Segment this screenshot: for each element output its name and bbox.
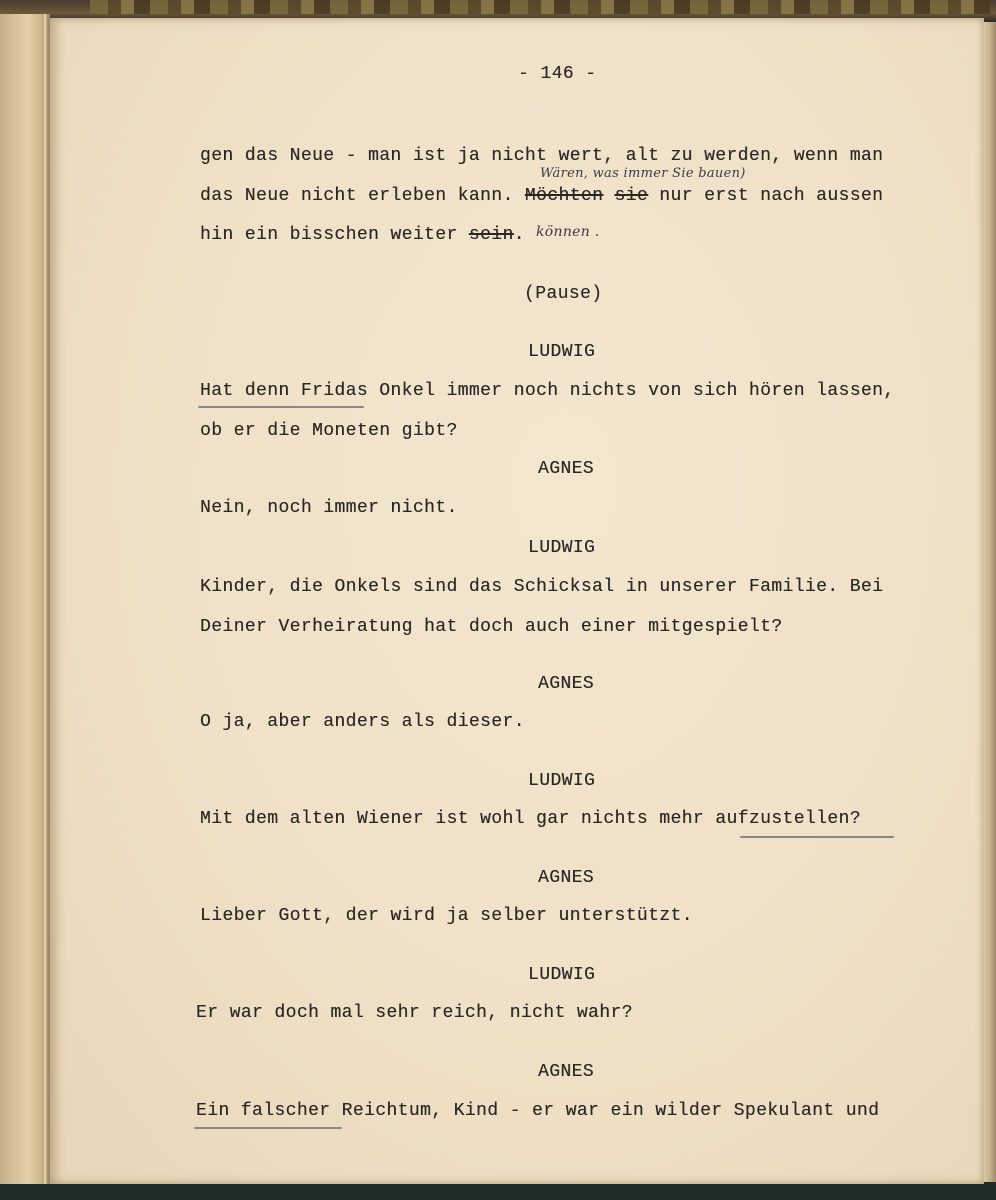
dialogue-line: Nein, noch immer nicht.	[200, 498, 458, 518]
dialogue-line: Hat denn Fridas Onkel immer noch nichts von sich hören lassen,	[200, 381, 895, 401]
bottom-background	[0, 1184, 996, 1200]
speaker-name: LUDWIG	[528, 965, 596, 985]
pencil-underline	[740, 836, 894, 838]
pencil-underline	[198, 406, 364, 408]
speaker-name: AGNES	[538, 1062, 595, 1082]
speaker-name: LUDWIG	[528, 771, 596, 791]
handwritten-correction: Wären, was immer Sie bauen)	[540, 166, 746, 181]
handwritten-insertion: können .	[536, 224, 600, 240]
speaker-name: AGNES	[538, 868, 595, 888]
dialogue-line: Lieber Gott, der wird ja selber unterstützt.	[200, 906, 693, 926]
pencil-underline	[194, 1127, 342, 1129]
text-line-2-end: nur erst nach aussen	[659, 186, 884, 206]
text-line-1: gen das Neue - man ist ja nicht wert, alt zu werden, wenn man	[200, 146, 884, 166]
dialogue-line: ob er die Moneten gibt?	[200, 421, 458, 441]
dialogue-line: O ja, aber anders als dieser.	[200, 712, 525, 732]
struck-word-sein: sein	[468, 225, 514, 245]
dialogue-line: Mit dem alten Wiener ist wohl gar nichts mehr aufzustellen?	[200, 809, 861, 829]
dialogue-line: Er war doch mal sehr reich, nicht wahr?	[196, 1003, 633, 1023]
dialogue-line: Kinder, die Onkels sind das Schicksal in unserer Familie. Bei	[200, 577, 884, 597]
struck-word-moechten: Möchten	[524, 186, 604, 206]
right-page-edge	[984, 22, 996, 1182]
stage-direction: (Pause)	[524, 284, 603, 304]
text-line-2-start: das Neue nicht erleben kann.	[200, 186, 514, 206]
dialogue-line: Ein falscher Reichtum, Kind - er war ein wilder Spekulant und	[196, 1101, 880, 1121]
text-line-3-end: .	[513, 225, 525, 245]
left-page-edge	[0, 14, 50, 1189]
page-fold	[43, 14, 47, 1189]
speaker-name: AGNES	[538, 459, 595, 479]
text-line-3-start: hin ein bisschen weiter	[200, 225, 458, 245]
speaker-name: LUDWIG	[528, 342, 596, 362]
marbled-cover	[90, 0, 990, 14]
text-line-2	[200, 186, 883, 206]
struck-word-sie: sie	[614, 186, 649, 206]
speaker-name: LUDWIG	[528, 538, 596, 558]
page-number: - 146 -	[518, 64, 597, 84]
dialogue-line: Deiner Verheiratung hat doch auch einer mitgespielt?	[200, 617, 783, 637]
text-line-3	[200, 225, 525, 245]
speaker-name: AGNES	[538, 674, 595, 694]
